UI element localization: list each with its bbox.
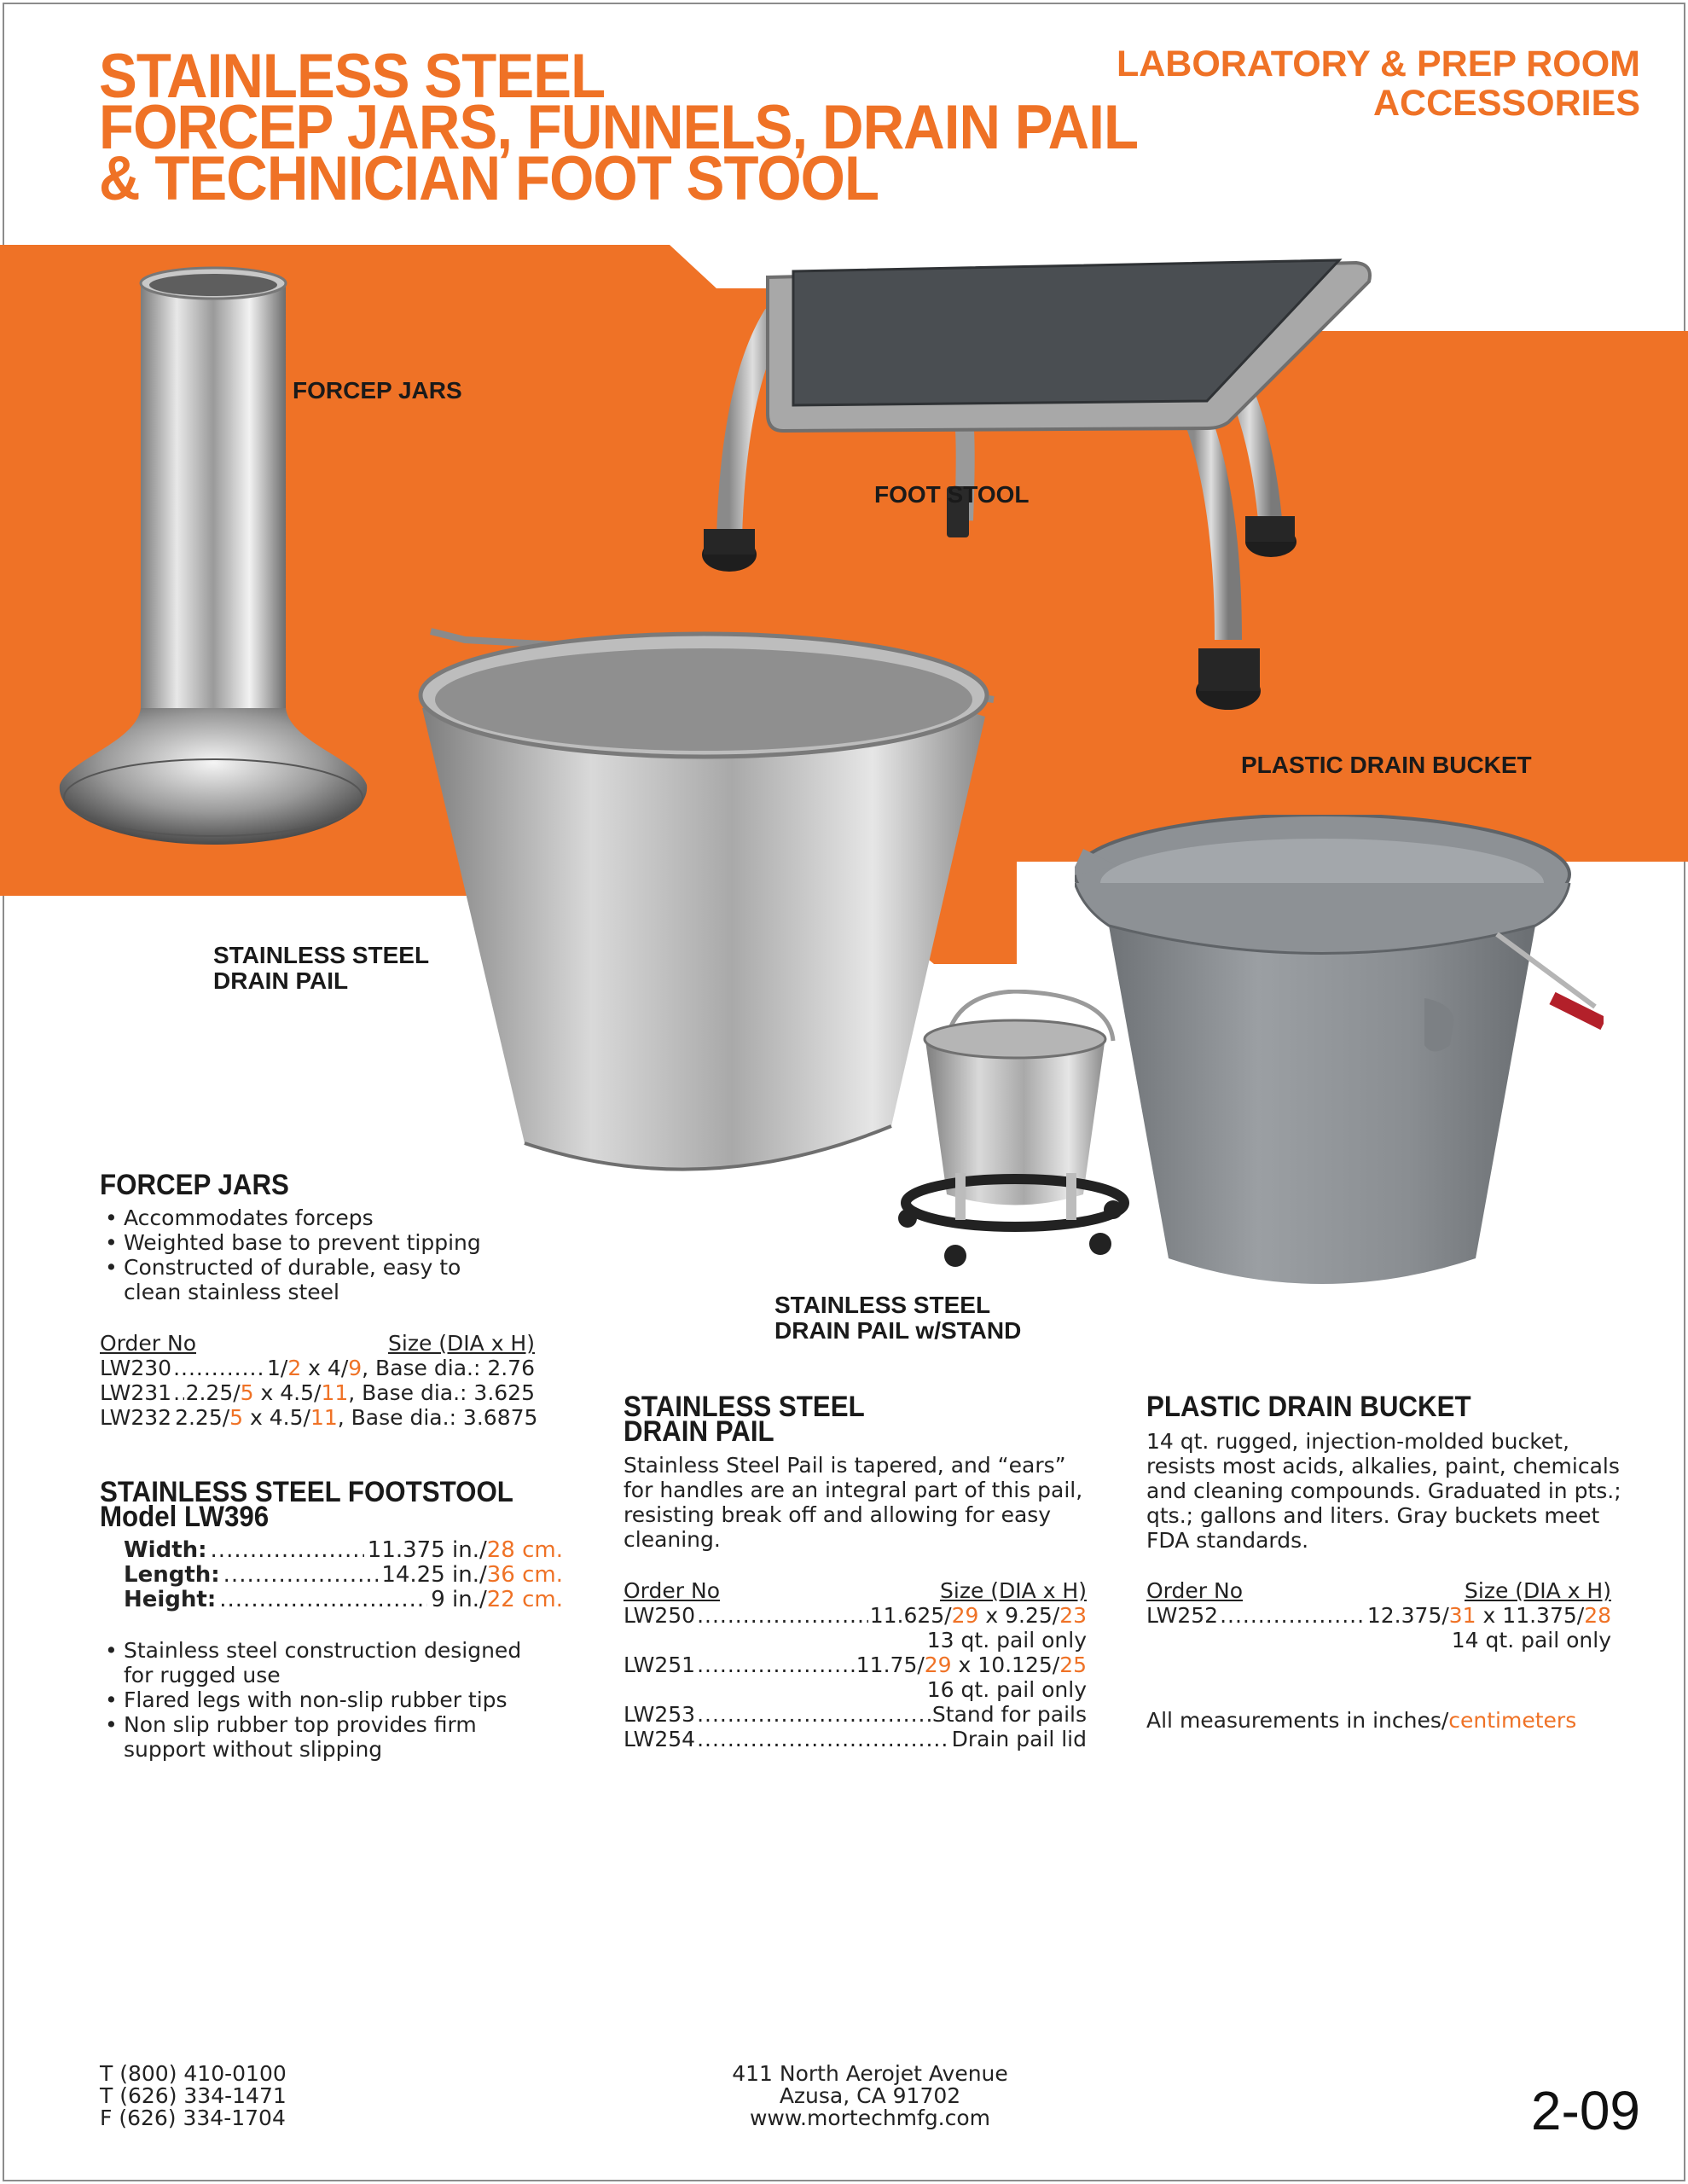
table-row: LW250 ..... 11.625/29 x 9.25/23 [624,1603,1087,1628]
footstool-heading: STAINLESS STEEL FOOTSTOOL Model LW396 [100,1476,513,1533]
table-row: LW231 ..... 2.25/5 x 4.5/11, Base dia.: 3.625 [100,1380,535,1405]
table-row: LW251 ..... 11.75/29 x 10.125/25 [624,1653,1087,1677]
table-row-note: 14 qt. pail only [1451,1628,1611,1653]
list-item: • Non slip rubber top provides firm [100,1712,629,1737]
table-row: LW252 ..... 12.375/31 x 11.375/28 [1146,1603,1611,1628]
drain-pail-description: Stainless Steel Pail is tapered, and “ears” for handles are an integral part of this pail, resisting break off and allowing for easy cleaning. [624,1453,1083,1552]
section-title: LABORATORY & PREP ROOM ACCESSORIES [1116,44,1640,124]
forcep-jar-image [51,264,380,853]
plastic-bucket-heading: PLASTIC DRAIN BUCKET [1146,1391,1471,1423]
list-item: for rugged use [124,1663,281,1687]
list-item: clean stainless steel [124,1280,339,1304]
website-link[interactable]: www.mortechmfg.com [749,2106,991,2130]
page-title: STAINLESS STEEL FORCEP JARS, FUNNELS, DRAIN PAIL & TECHNICIAN FOOT STOOL [99,42,1139,213]
forcep-jars-features [100,1205,612,1304]
spec-height: Height: ..... 9 in./22 cm. [124,1588,563,1612]
table-row: LW232 2.25/5 x 4.5/11, Base dia.: 3.6875 [100,1405,538,1430]
list-item: • Stainless steel construction designed [100,1638,629,1663]
table-row-note: 13 qt. pail only [926,1628,1087,1653]
table-header: Order No Size (DIA x H) [624,1578,1087,1603]
spec-width: Width: ..... 11.375 in./28 cm. [124,1538,563,1563]
plastic-bucket-image [1075,815,1604,1310]
list-item: • Weighted base to prevent tipping [100,1230,612,1255]
photo-label-plastic-drain-bucket: PLASTIC DRAIN BUCKET [1241,752,1532,778]
forcep-jars-table [100,1331,538,1430]
plastic-bucket-description: 14 qt. rugged, injection-molded bucket, resists most acids, alkalies, paint, chemicals and cleaning compounds. Graduated in pts.; qts.; gallons and liters. Gray buckets meet FDA standards. [1146,1429,1621,1553]
footstool-features [100,1638,629,1762]
table-header: Order No Size (DIA x H) [100,1331,535,1356]
table-header: Order No Size (DIA x H) [1146,1578,1611,1603]
photo-label-foot-stool: FOOT STOOL [874,481,1030,508]
list-item: • Accommodates forceps [100,1205,612,1230]
table-row: LW230 ..... 1/2 x 4/9, Base dia.: 2.76 [100,1356,535,1380]
footstool-specs [124,1538,563,1612]
plastic-bucket-table [1146,1578,1611,1653]
spec-length: Length: ..... 14.25 in./36 cm. [124,1563,563,1588]
measurement-note: All measurements in inches/centimeters [1146,1708,1577,1733]
list-item: support without slipping [124,1737,383,1762]
page-number: 2-09 [1530,2080,1640,2141]
table-row-note: 16 qt. pail only [926,1677,1087,1702]
forcep-jars-heading: FORCEP JARS [100,1169,289,1201]
photo-label-forcep-jars: FORCEP JARS [293,377,462,404]
table-row: LW254 ..... Drain pail lid [624,1727,1087,1751]
table-row: LW253 ..... Stand for pails [624,1702,1087,1727]
drain-pail-heading: STAINLESS STEEL DRAIN PAIL [624,1391,865,1448]
drain-pail-table [624,1578,1087,1751]
photo-label-drain-pail: STAINLESS STEEL DRAIN PAIL [213,942,430,994]
footer-address: 411 North Aerojet Avenue Azusa, CA 91702 www.mortechmfg.com [699,2063,1041,2129]
photo-label-drain-pail-stand: STAINLESS STEEL DRAIN PAIL w/STAND [774,1292,1022,1344]
footer-phones: T (800) 410-0100 T (626) 334-1471 F (626) 334-1704 [100,2061,287,2130]
list-item: • Constructed of durable, easy to [100,1255,612,1280]
list-item: • Flared legs with non-slip rubber tips [100,1687,629,1712]
